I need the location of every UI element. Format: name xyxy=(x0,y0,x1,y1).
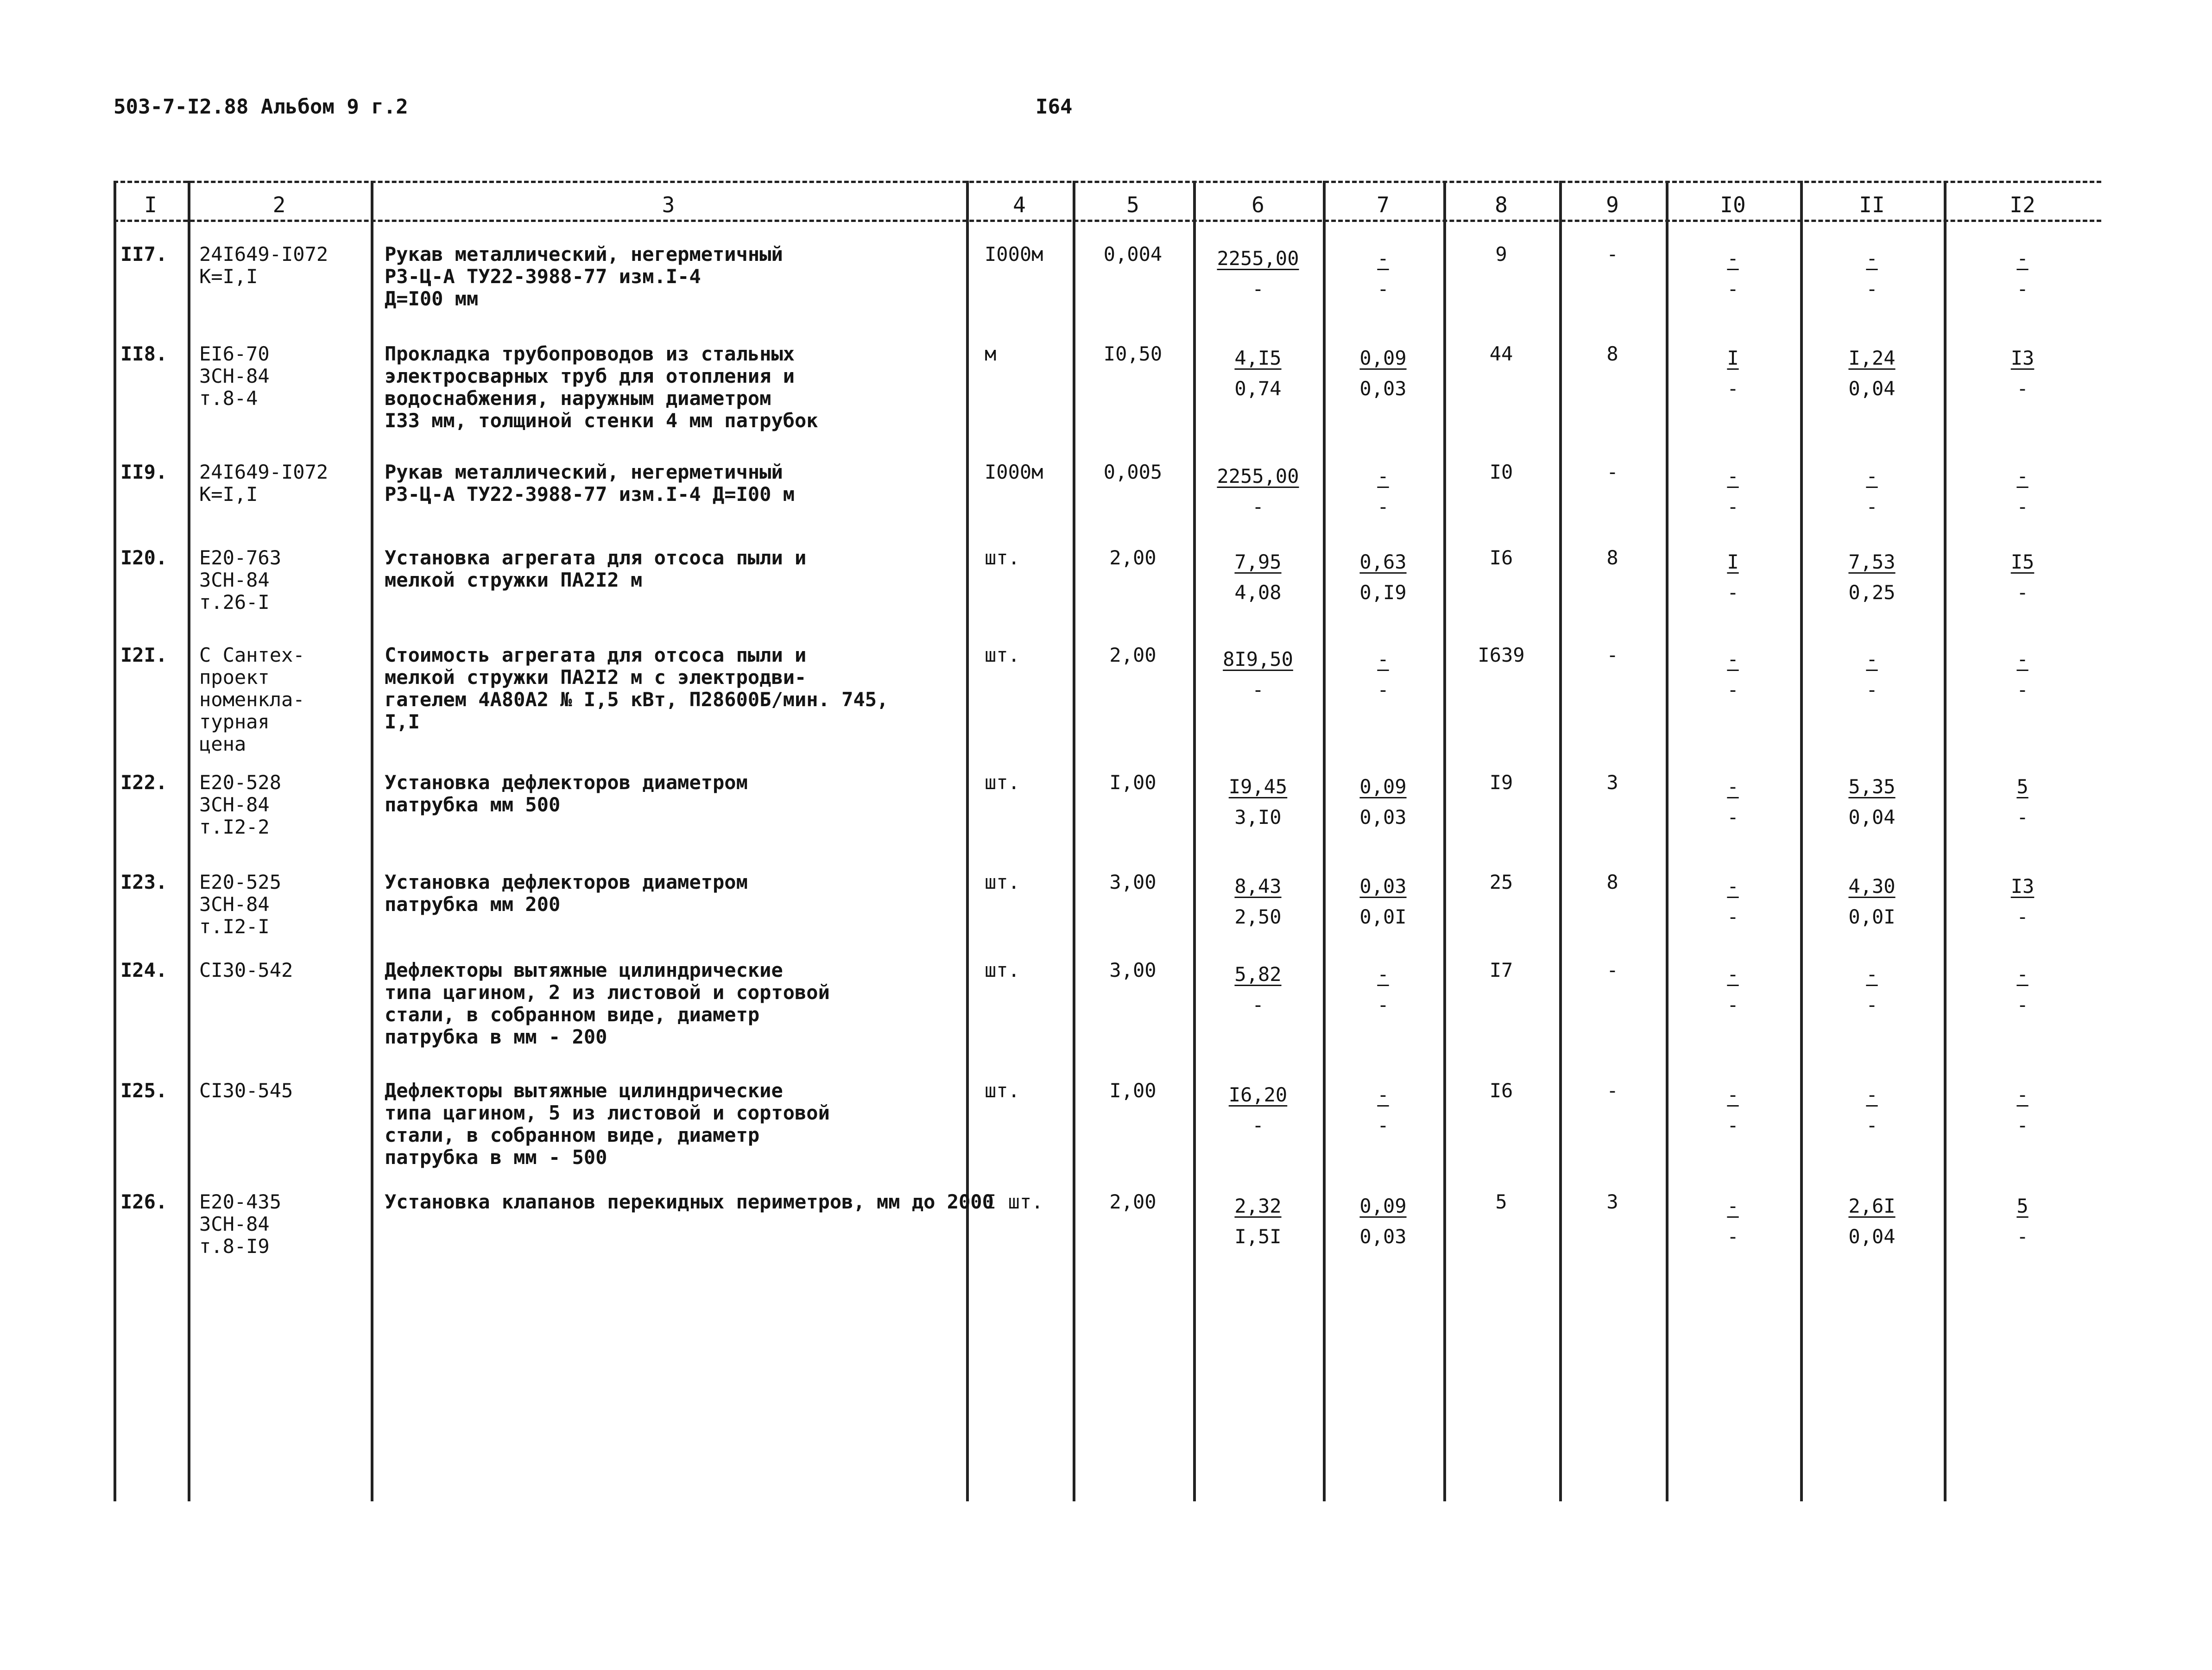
labor-cost-denominator: 0,0I xyxy=(1848,905,1896,928)
wages: - xyxy=(1606,959,1618,981)
machine-cost-denominator: - xyxy=(1727,905,1739,928)
machine-cost-numerator: - xyxy=(1727,648,1739,671)
operation-cost-numerator: 0,63 xyxy=(1359,550,1407,573)
labor-cost xyxy=(1809,959,1934,1020)
norm-code: С Сантех- проект номенкла- турная цена xyxy=(199,644,305,755)
unit-of-measure: шт. xyxy=(985,871,1020,893)
labor-total-denominator: - xyxy=(2016,678,2029,701)
unit-cost-numerator: 2,32 xyxy=(1234,1195,1282,1217)
quantity: 0,004 xyxy=(1103,243,1163,266)
machine-cost xyxy=(1675,343,1791,404)
labor-total-numerator: I3 xyxy=(2010,347,2035,369)
machine-cost-numerator: - xyxy=(1727,775,1739,798)
labor-total-numerator: - xyxy=(2016,1083,2029,1106)
unit-cost-numerator: 5,82 xyxy=(1234,963,1282,986)
work-description: Установка клапанов перекидных периметров, мм до 2000 xyxy=(385,1190,994,1213)
operation-cost-denominator: - xyxy=(1377,495,1389,518)
table-top-rule xyxy=(114,181,2101,183)
row-number: I25. xyxy=(120,1079,168,1102)
unit-of-measure: шт. xyxy=(985,546,1020,569)
labor-cost-denominator: 0,04 xyxy=(1848,377,1896,400)
row-number: II9. xyxy=(120,461,168,483)
row-number: I2I. xyxy=(120,644,168,666)
unit-cost-numerator: 2255,00 xyxy=(1217,465,1299,487)
machine-cost xyxy=(1675,243,1791,304)
document-header: 503-7-I2.88 Альбом 9 г.2 xyxy=(114,95,408,119)
unit-cost-denominator: 2,50 xyxy=(1234,905,1282,928)
unit-cost xyxy=(1202,1080,1314,1141)
total-cost: I7 xyxy=(1489,959,1513,981)
machine-cost-denominator: - xyxy=(1727,377,1739,400)
row-number: II8. xyxy=(120,342,168,365)
machine-cost xyxy=(1675,1080,1791,1141)
quantity: I,00 xyxy=(1109,771,1157,794)
labor-total xyxy=(1953,1080,2092,1141)
unit-cost-numerator: I6,20 xyxy=(1228,1083,1288,1106)
labor-cost xyxy=(1809,461,1934,522)
quantity: 0,005 xyxy=(1103,461,1163,483)
unit-cost-denominator: - xyxy=(1252,278,1264,300)
work-description: Дефлекторы вытяжные цилиндрические типа цагином, 5 из листовой и сортовой стали, в собранном виде, диаметр патрубка в мм - 500 xyxy=(385,1079,830,1169)
unit-of-measure: шт. xyxy=(985,771,1020,794)
labor-cost-denominator: 0,04 xyxy=(1848,806,1896,829)
work-description: Рукав металлический, негерметичный РЗ-Ц-А ТУ22-3988-77 изм.I-4 Д=I00 м xyxy=(385,461,795,506)
operation-cost-denominator: 0,03 xyxy=(1359,1225,1407,1248)
labor-total xyxy=(1953,547,2092,608)
operation-cost-denominator: 0,I9 xyxy=(1359,581,1407,604)
wages: - xyxy=(1606,461,1618,483)
wages: 8 xyxy=(1606,546,1618,569)
machine-cost-denominator: - xyxy=(1727,806,1739,829)
unit-cost-denominator: - xyxy=(1252,495,1264,518)
wages: 3 xyxy=(1606,771,1618,794)
norm-code: EI6-70 ЗСН-84 т.8-4 xyxy=(199,342,270,410)
column-header: 6 xyxy=(1251,192,1264,217)
total-cost: I0 xyxy=(1489,461,1513,483)
operation-cost xyxy=(1332,1191,1434,1252)
work-description: Установка дефлекторов диаметром патрубка мм 200 xyxy=(385,871,748,916)
machine-cost-denominator: - xyxy=(1727,278,1739,300)
operation-cost-denominator: 0,03 xyxy=(1359,806,1407,829)
page-number: I64 xyxy=(1036,95,1073,119)
unit-cost-numerator: 8I9,50 xyxy=(1223,648,1293,671)
column-header: I0 xyxy=(1720,192,1746,217)
row-number: I22. xyxy=(120,771,168,794)
operation-cost xyxy=(1332,959,1434,1020)
labor-total-denominator: - xyxy=(2016,581,2029,604)
column-rule xyxy=(1559,181,1562,1501)
labor-total xyxy=(1953,959,2092,1020)
unit-cost-numerator: 8,43 xyxy=(1234,875,1282,898)
operation-cost-numerator: - xyxy=(1377,1083,1389,1106)
labor-total-numerator: - xyxy=(2016,963,2029,986)
column-rule xyxy=(1193,181,1196,1501)
labor-total-denominator: - xyxy=(2016,1225,2029,1248)
labor-cost xyxy=(1809,644,1934,705)
unit-cost xyxy=(1202,243,1314,304)
unit-cost-denominator: 3,I0 xyxy=(1234,806,1282,829)
unit-of-measure: I шт. xyxy=(985,1190,1043,1213)
wages: - xyxy=(1606,644,1618,666)
column-header: II xyxy=(1859,192,1885,217)
labor-cost xyxy=(1809,871,1934,932)
machine-cost-numerator: - xyxy=(1727,963,1739,986)
unit-cost xyxy=(1202,959,1314,1020)
labor-total-denominator: - xyxy=(2016,905,2029,928)
machine-cost xyxy=(1675,871,1791,932)
machine-cost xyxy=(1675,772,1791,833)
column-header: 7 xyxy=(1377,192,1390,217)
labor-cost xyxy=(1809,1080,1934,1141)
column-rule xyxy=(371,181,373,1501)
column-rule xyxy=(1944,181,1947,1501)
labor-cost-numerator: 2,6I xyxy=(1848,1195,1896,1217)
labor-cost-denominator: - xyxy=(1866,278,1878,300)
operation-cost-denominator: 0,03 xyxy=(1359,377,1407,400)
row-number: II7. xyxy=(120,243,168,266)
labor-total-numerator: 5 xyxy=(2016,1195,2029,1217)
labor-total-denominator: - xyxy=(2016,377,2029,400)
column-header: I xyxy=(144,192,157,217)
operation-cost xyxy=(1332,343,1434,404)
column-header: I2 xyxy=(2010,192,2035,217)
labor-total-numerator: - xyxy=(2016,465,2029,487)
machine-cost-denominator: - xyxy=(1727,1114,1739,1137)
machine-cost xyxy=(1675,461,1791,522)
labor-total xyxy=(1953,243,2092,304)
quantity: I,00 xyxy=(1109,1079,1157,1102)
operation-cost-denominator: - xyxy=(1377,993,1389,1016)
unit-of-measure: I000м xyxy=(985,461,1043,483)
estimate-table xyxy=(114,181,2101,1501)
labor-cost-denominator: - xyxy=(1866,993,1878,1016)
labor-cost-denominator: - xyxy=(1866,495,1878,518)
unit-of-measure: шт. xyxy=(985,644,1020,666)
operation-cost xyxy=(1332,547,1434,608)
unit-cost-numerator: 2255,00 xyxy=(1217,247,1299,270)
machine-cost-numerator: - xyxy=(1727,465,1739,487)
row-number: I23. xyxy=(120,871,168,893)
total-cost: 5 xyxy=(1495,1190,1507,1213)
labor-total xyxy=(1953,644,2092,705)
norm-code: CI30-542 xyxy=(199,959,293,981)
column-header: 4 xyxy=(1013,192,1026,217)
machine-cost-denominator: - xyxy=(1727,495,1739,518)
wages: 8 xyxy=(1606,871,1618,893)
norm-code: E20-525 ЗСН-84 т.I2-I xyxy=(199,871,282,938)
unit-cost-numerator: 4,I5 xyxy=(1234,347,1282,369)
quantity: 3,00 xyxy=(1109,959,1157,981)
operation-cost-denominator: 0,0I xyxy=(1359,905,1407,928)
labor-cost-denominator: 0,04 xyxy=(1848,1225,1896,1248)
column-rule xyxy=(1666,181,1668,1501)
column-header: 5 xyxy=(1126,192,1139,217)
operation-cost xyxy=(1332,772,1434,833)
column-rule xyxy=(188,181,190,1501)
labor-total-denominator: - xyxy=(2016,1114,2029,1137)
unit-cost xyxy=(1202,343,1314,404)
labor-total-numerator: I3 xyxy=(2010,875,2035,898)
operation-cost-denominator: - xyxy=(1377,278,1389,300)
labor-total-numerator: - xyxy=(2016,247,2029,270)
row-number: I26. xyxy=(120,1190,168,1213)
machine-cost-denominator: - xyxy=(1727,993,1739,1016)
labor-total xyxy=(1953,871,2092,932)
unit-of-measure: шт. xyxy=(985,1079,1020,1102)
labor-cost-numerator: - xyxy=(1866,648,1878,671)
unit-cost-denominator: - xyxy=(1252,1114,1264,1137)
unit-cost-numerator: I9,45 xyxy=(1228,775,1288,798)
labor-total xyxy=(1953,461,2092,522)
unit-of-measure: шт. xyxy=(985,959,1020,981)
unit-cost xyxy=(1202,871,1314,932)
norm-code: 24I649-I072 K=I,I xyxy=(199,243,329,288)
norm-code: CI30-545 xyxy=(199,1079,293,1102)
machine-cost-denominator: - xyxy=(1727,581,1739,604)
unit-of-measure: м xyxy=(985,342,997,365)
labor-cost-numerator: - xyxy=(1866,465,1878,487)
operation-cost-numerator: - xyxy=(1377,648,1389,671)
machine-cost xyxy=(1675,959,1791,1020)
unit-cost-denominator: 0,74 xyxy=(1234,377,1282,400)
column-rule xyxy=(1323,181,1326,1501)
norm-code: E20-763 ЗСН-84 т.26-I xyxy=(199,546,282,614)
labor-cost-numerator: 5,35 xyxy=(1848,775,1896,798)
labor-cost xyxy=(1809,772,1934,833)
labor-cost-numerator: I,24 xyxy=(1848,347,1896,369)
wages: - xyxy=(1606,1079,1618,1102)
unit-cost xyxy=(1202,547,1314,608)
column-rule xyxy=(966,181,969,1501)
labor-total-numerator: I5 xyxy=(2010,550,2035,573)
operation-cost xyxy=(1332,1080,1434,1141)
operation-cost-numerator: - xyxy=(1377,465,1389,487)
operation-cost-denominator: - xyxy=(1377,1114,1389,1137)
machine-cost-numerator: I xyxy=(1727,347,1739,369)
labor-total-numerator: 5 xyxy=(2016,775,2029,798)
operation-cost xyxy=(1332,871,1434,932)
quantity: 3,00 xyxy=(1109,871,1157,893)
column-rule xyxy=(1073,181,1075,1501)
column-rule xyxy=(1800,181,1803,1501)
work-description: Стоимость агрегата для отсоса пыли и мелкой стружки ПА2I2 м с электродви- гателем 4А80А2 № I,5 кВт, П28600Б/мин. 745, I,I xyxy=(385,644,889,733)
unit-cost-denominator: - xyxy=(1252,678,1264,701)
operation-cost xyxy=(1332,644,1434,705)
norm-code: E20-528 ЗСН-84 т.I2-2 xyxy=(199,771,282,838)
column-header: 2 xyxy=(272,192,286,217)
machine-cost-numerator: I xyxy=(1727,550,1739,573)
total-cost: I9 xyxy=(1489,771,1513,794)
operation-cost-numerator: 0,09 xyxy=(1359,347,1407,369)
labor-cost-denominator: 0,25 xyxy=(1848,581,1896,604)
work-description: Дефлекторы вытяжные цилиндрические типа цагином, 2 из листовой и сортовой стали, в собранном виде, диаметр патрубка в мм - 200 xyxy=(385,959,830,1048)
column-header: 8 xyxy=(1495,192,1508,217)
table-header-rule xyxy=(114,220,2101,222)
unit-cost xyxy=(1202,644,1314,705)
labor-cost-denominator: - xyxy=(1866,1114,1878,1137)
operation-cost-numerator: - xyxy=(1377,247,1389,270)
labor-cost xyxy=(1809,1191,1934,1252)
labor-total-denominator: - xyxy=(2016,993,2029,1016)
total-cost: I6 xyxy=(1489,546,1513,569)
column-rule xyxy=(1443,181,1446,1501)
unit-cost xyxy=(1202,461,1314,522)
labor-cost xyxy=(1809,343,1934,404)
unit-cost-denominator: I,5I xyxy=(1234,1225,1282,1248)
labor-cost xyxy=(1809,547,1934,608)
machine-cost xyxy=(1675,644,1791,705)
wages: 8 xyxy=(1606,342,1618,365)
machine-cost-numerator: - xyxy=(1727,1195,1739,1217)
quantity: 2,00 xyxy=(1109,1190,1157,1213)
operation-cost xyxy=(1332,243,1434,304)
norm-code: 24I649-I072 K=I,I xyxy=(199,461,329,506)
labor-cost-numerator: 4,30 xyxy=(1848,875,1896,898)
norm-code: E20-435 ЗСН-84 т.8-I9 xyxy=(199,1190,282,1258)
unit-cost-denominator: - xyxy=(1252,993,1264,1016)
quantity: I0,50 xyxy=(1103,342,1163,365)
row-number: I20. xyxy=(120,546,168,569)
labor-cost-denominator: - xyxy=(1866,678,1878,701)
column-header: 9 xyxy=(1606,192,1619,217)
operation-cost-numerator: 0,09 xyxy=(1359,1195,1407,1217)
labor-cost-numerator: 7,53 xyxy=(1848,550,1896,573)
work-description: Прокладка трубопроводов из стальных электросварных труб для отопления и водоснабжения, наружным диаметром I33 мм, толщиной стенки 4 мм патрубок xyxy=(385,342,818,432)
labor-cost xyxy=(1809,243,1934,304)
total-cost: I6 xyxy=(1489,1079,1513,1102)
labor-cost-numerator: - xyxy=(1866,963,1878,986)
quantity: 2,00 xyxy=(1109,546,1157,569)
unit-cost-numerator: 7,95 xyxy=(1234,550,1282,573)
machine-cost-numerator: - xyxy=(1727,1083,1739,1106)
work-description: Установка дефлекторов диаметром патрубка мм 500 xyxy=(385,771,748,816)
labor-total xyxy=(1953,343,2092,404)
machine-cost-denominator: - xyxy=(1727,678,1739,701)
machine-cost-numerator: - xyxy=(1727,875,1739,898)
machine-cost-denominator: - xyxy=(1727,1225,1739,1248)
work-description: Рукав металлический, негерметичный РЗ-Ц-А ТУ22-3988-77 изм.I-4 Д=I00 мм xyxy=(385,243,783,310)
total-cost: 44 xyxy=(1489,342,1513,365)
quantity: 2,00 xyxy=(1109,644,1157,666)
labor-total-denominator: - xyxy=(2016,806,2029,829)
operation-cost-numerator: 0,03 xyxy=(1359,875,1407,898)
operation-cost-numerator: - xyxy=(1377,963,1389,986)
column-header: 3 xyxy=(662,192,675,217)
column-rule xyxy=(114,181,116,1501)
unit-of-measure: I000м xyxy=(985,243,1043,266)
total-cost: 9 xyxy=(1495,243,1507,266)
unit-cost-denominator: 4,08 xyxy=(1234,581,1282,604)
labor-total xyxy=(1953,772,2092,833)
machine-cost xyxy=(1675,1191,1791,1252)
unit-cost xyxy=(1202,1191,1314,1252)
wages: 3 xyxy=(1606,1190,1618,1213)
labor-total xyxy=(1953,1191,2092,1252)
labor-total-denominator: - xyxy=(2016,495,2029,518)
machine-cost-numerator: - xyxy=(1727,247,1739,270)
row-number: I24. xyxy=(120,959,168,981)
operation-cost-denominator: - xyxy=(1377,678,1389,701)
wages: - xyxy=(1606,243,1618,266)
total-cost: I639 xyxy=(1478,644,1525,666)
labor-total-numerator: - xyxy=(2016,648,2029,671)
total-cost: 25 xyxy=(1489,871,1513,893)
labor-total-denominator: - xyxy=(2016,278,2029,300)
labor-cost-numerator: - xyxy=(1866,1083,1878,1106)
machine-cost xyxy=(1675,547,1791,608)
operation-cost xyxy=(1332,461,1434,522)
work-description: Установка агрегата для отсоса пыли и мелкой стружки ПА2I2 м xyxy=(385,546,807,591)
operation-cost-numerator: 0,09 xyxy=(1359,775,1407,798)
labor-cost-numerator: - xyxy=(1866,247,1878,270)
unit-cost xyxy=(1202,772,1314,833)
